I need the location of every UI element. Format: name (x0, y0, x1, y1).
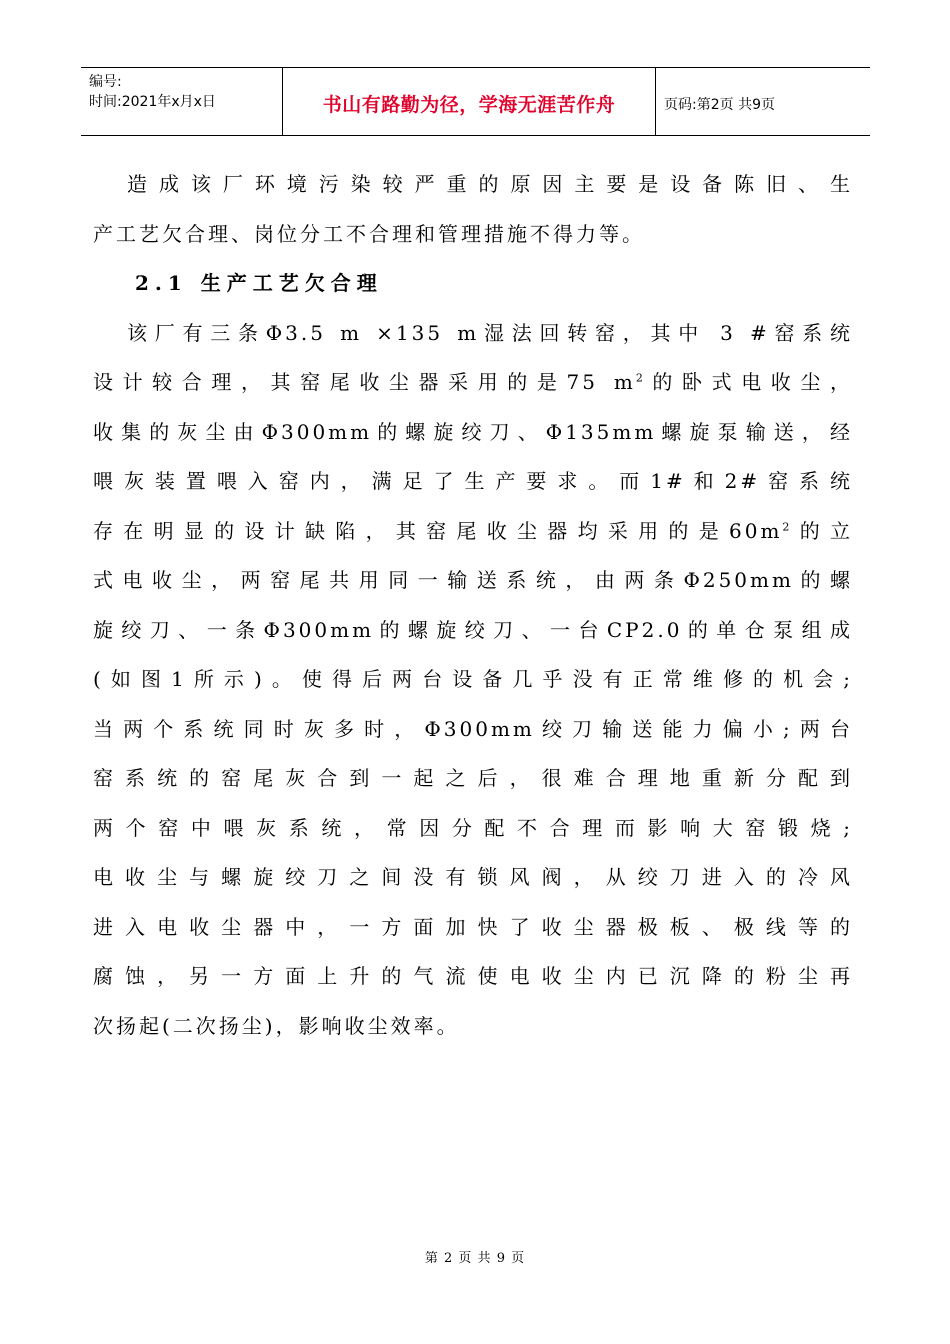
line-text: 存在明显的设计缺陷，其窑尾收尘器均采用的是60m (93, 518, 783, 543)
header-motto-cell (283, 68, 656, 135)
paragraph-line: 窑系统的窑尾灰合到一起之后，很难合理地重新分配到 (93, 766, 853, 790)
superscript: 2 (782, 519, 793, 533)
paragraph-line (93, 507, 853, 557)
header-meta-cell (81, 68, 283, 135)
paragraph-line (93, 358, 853, 408)
line-text: 的立 (792, 518, 853, 543)
section-heading: 2.1 生产工艺欠合理 (135, 271, 383, 295)
paragraph-line: 该厂有三条Φ3.5 m ×135 m湿法回转窑，其中 3 #窑系统 (127, 320, 853, 345)
paragraph-line: 当两个系统同时灰多时，Φ300mm绞刀输送能力偏小;两台 (93, 716, 853, 741)
paragraph-line: 进入电收尘器中，一方面加快了收尘器极板、极线等的 (93, 914, 853, 939)
document-body (93, 160, 853, 1051)
paragraph-line: 产工艺欠合理、岗位分工不合理和管理措施不得力等。 (93, 221, 645, 246)
document-number-label: 编号: (89, 74, 122, 90)
superscript: 2 (635, 371, 646, 385)
header-page-cell (656, 68, 870, 135)
paragraph-line: 腐蚀，另一方面上升的气流使电收尘内已沉降的粉尘再 (93, 964, 853, 988)
paragraph-line: 电收尘与螺旋绞刀之间没有锁风阀，从绞刀进入的冷风 (93, 865, 853, 889)
paragraph-line: 造成该厂环境污染较严重的原因主要是设备陈旧、生 (127, 172, 853, 196)
document-time-label: 时间:2021年x月x日 (89, 94, 216, 110)
paragraph-line: 收集的灰尘由Φ300mm的螺旋绞刀、Φ135mm螺旋泵输送，经 (93, 419, 853, 444)
page-footer: 第 2 页 共 9 页 (424, 1251, 526, 1266)
paragraph-line: 次扬起(二次扬尘)，影响收尘效率。 (93, 1013, 460, 1038)
line-text: 的卧式电收尘， (645, 370, 853, 394)
paragraph-line: 两个窑中喂灰系统，常因分配不合理而影响大窑锻烧; (93, 815, 853, 840)
header-motto: 书山有路勤为径，学海无涯苦作舟 (322, 94, 616, 116)
paragraph-line: 旋绞刀、一条Φ300mm的螺旋绞刀、一台CP2.0的单仓泵组成 (93, 617, 853, 642)
line-text: 设计较合理，其窑尾收尘器采用的是75 m (93, 370, 636, 394)
paragraph-line: 喂灰装置喂入窑内，满足了生产要求。而1#和2#窑系统 (93, 469, 853, 493)
header-table (81, 67, 870, 136)
paragraph-line: 式电收尘，两窑尾共用同一输送系统，由两条Φ250mm的螺 (93, 568, 853, 592)
header-page-label: 页码:第2页 共9页 (664, 96, 775, 113)
paragraph-line: (如图1所示)。使得后两台设备几乎没有正常维修的机会; (93, 667, 853, 691)
